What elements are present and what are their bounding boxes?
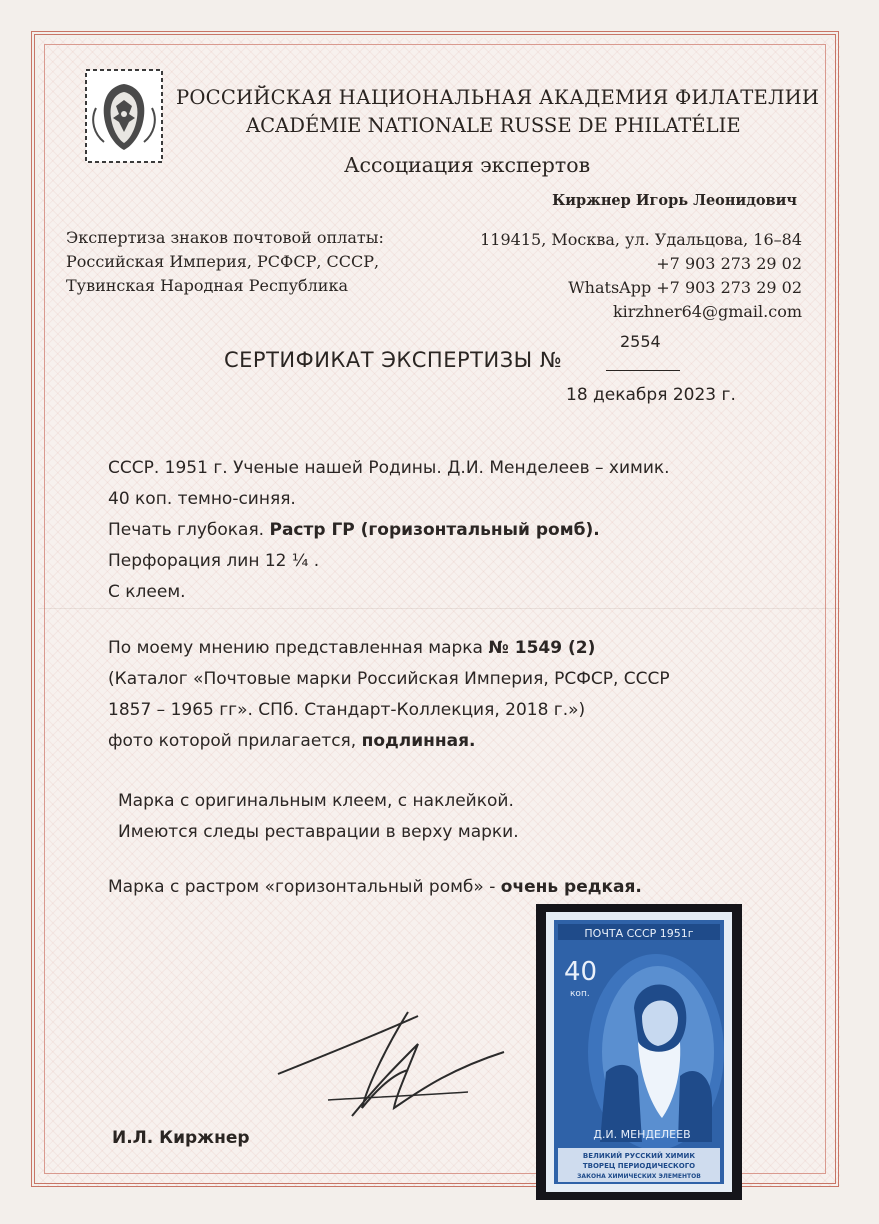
- expert-contacts: [480, 228, 802, 324]
- opinion-line: [108, 633, 670, 664]
- opinion-line: (Каталог «Почтовые марки Российская Империя, РСФСР, СССР: [108, 669, 670, 689]
- association-title: Ассоциация экспертов: [344, 153, 591, 177]
- scope-line: Тувинская Народная Республика: [66, 276, 348, 295]
- condition-line: Марка с оригинальным клеем, с наклейкой.: [118, 791, 514, 811]
- expert-opinion: [108, 633, 670, 757]
- rarity-text: Марка с растром «горизонтальный ромб» -: [108, 877, 501, 897]
- stamp-value-unit: коп.: [570, 989, 590, 999]
- description-line: 40 коп. темно-синяя.: [108, 489, 296, 509]
- description-line: С клеем.: [108, 582, 186, 602]
- signatory-name: И.Л. Киржнер: [112, 1128, 250, 1148]
- authenticity-verdict: подлинная.: [361, 731, 476, 751]
- fold-line: [38, 608, 840, 609]
- rarity-note: [108, 872, 642, 903]
- stamp-condition: [118, 786, 519, 848]
- opinion-text: По моему мнению представленная марка: [108, 638, 489, 658]
- stamp-photo: [536, 904, 742, 1200]
- expertise-scope: [66, 226, 384, 298]
- stamp-caption: ВЕЛИКИЙ РУССКИЙ ХИМИК: [582, 1152, 696, 1160]
- stamp-portrait-name: Д.И. МЕНДЕЛЕЕВ: [593, 1128, 691, 1141]
- description-line: Перфорация лин 12 ¼ .: [108, 551, 320, 571]
- handwritten-signature: [268, 1004, 508, 1124]
- opinion-text: фото которой прилагается,: [108, 731, 362, 751]
- academy-emblem-icon: [84, 68, 164, 164]
- opinion-line: [108, 726, 670, 757]
- opinion-line: 1857 – 1965 гг». СПб. Стандарт-Коллекция, 2018 г.»): [108, 700, 586, 720]
- stamp-top-text: ПОЧТА СССР 1951г: [584, 927, 694, 940]
- expert-whatsapp: WhatsApp +7 903 273 29 02: [568, 278, 802, 297]
- condition-line: Имеются следы реставрации в верху марки.: [118, 822, 519, 842]
- stamp-caption: ТВОРЕЦ ПЕРИОДИЧЕСКОГО: [582, 1162, 696, 1170]
- expert-phone: +7 903 273 29 02: [656, 254, 802, 273]
- academy-name-fr: ACADÉMIE NATIONALE RUSSE DE PHILATÉLIE: [246, 114, 741, 137]
- certificate-number-underline: [606, 370, 680, 371]
- certificate-title: СЕРТИФИКАТ ЭКСПЕРТИЗЫ №: [224, 348, 563, 372]
- stamp-description: [108, 453, 670, 608]
- expert-address: 119415, Москва, ул. Удальцова, 16–84: [480, 230, 802, 249]
- certificate-date: 18 декабря 2023 г.: [566, 385, 736, 405]
- certificate-number: 2554: [620, 332, 661, 351]
- catalog-number: № 1549 (2): [488, 638, 596, 658]
- scope-line: Российская Империя, РСФСР, СССР,: [66, 252, 380, 271]
- description-print: Печать глубокая.: [108, 520, 270, 540]
- description-line: [108, 515, 670, 546]
- stamp-value: 40: [564, 957, 598, 987]
- description-line: СССР. 1951 г. Ученые нашей Родины. Д.И. Менделеев – химик.: [108, 458, 670, 478]
- stamp-caption: ЗАКОНА ХИМИЧЕСКИХ ЭЛЕМЕНТОВ: [577, 1173, 701, 1180]
- expert-email: kirzhner64@gmail.com: [612, 302, 802, 321]
- expert-name: Киржнер Игорь Леонидович: [552, 192, 797, 209]
- rarity-verdict: очень редкая.: [500, 877, 642, 897]
- academy-name-ru: РОССИЙСКАЯ НАЦИОНАЛЬНАЯ АКАДЕМИЯ ФИЛАТЕЛИИ: [176, 86, 820, 109]
- postage-stamp: [546, 912, 732, 1192]
- description-raster: Растр ГР (горизонтальный ромб).: [269, 520, 600, 540]
- stamp-artwork: [546, 912, 732, 1192]
- scope-line: Экспертиза знаков почтовой оплаты:: [66, 228, 384, 247]
